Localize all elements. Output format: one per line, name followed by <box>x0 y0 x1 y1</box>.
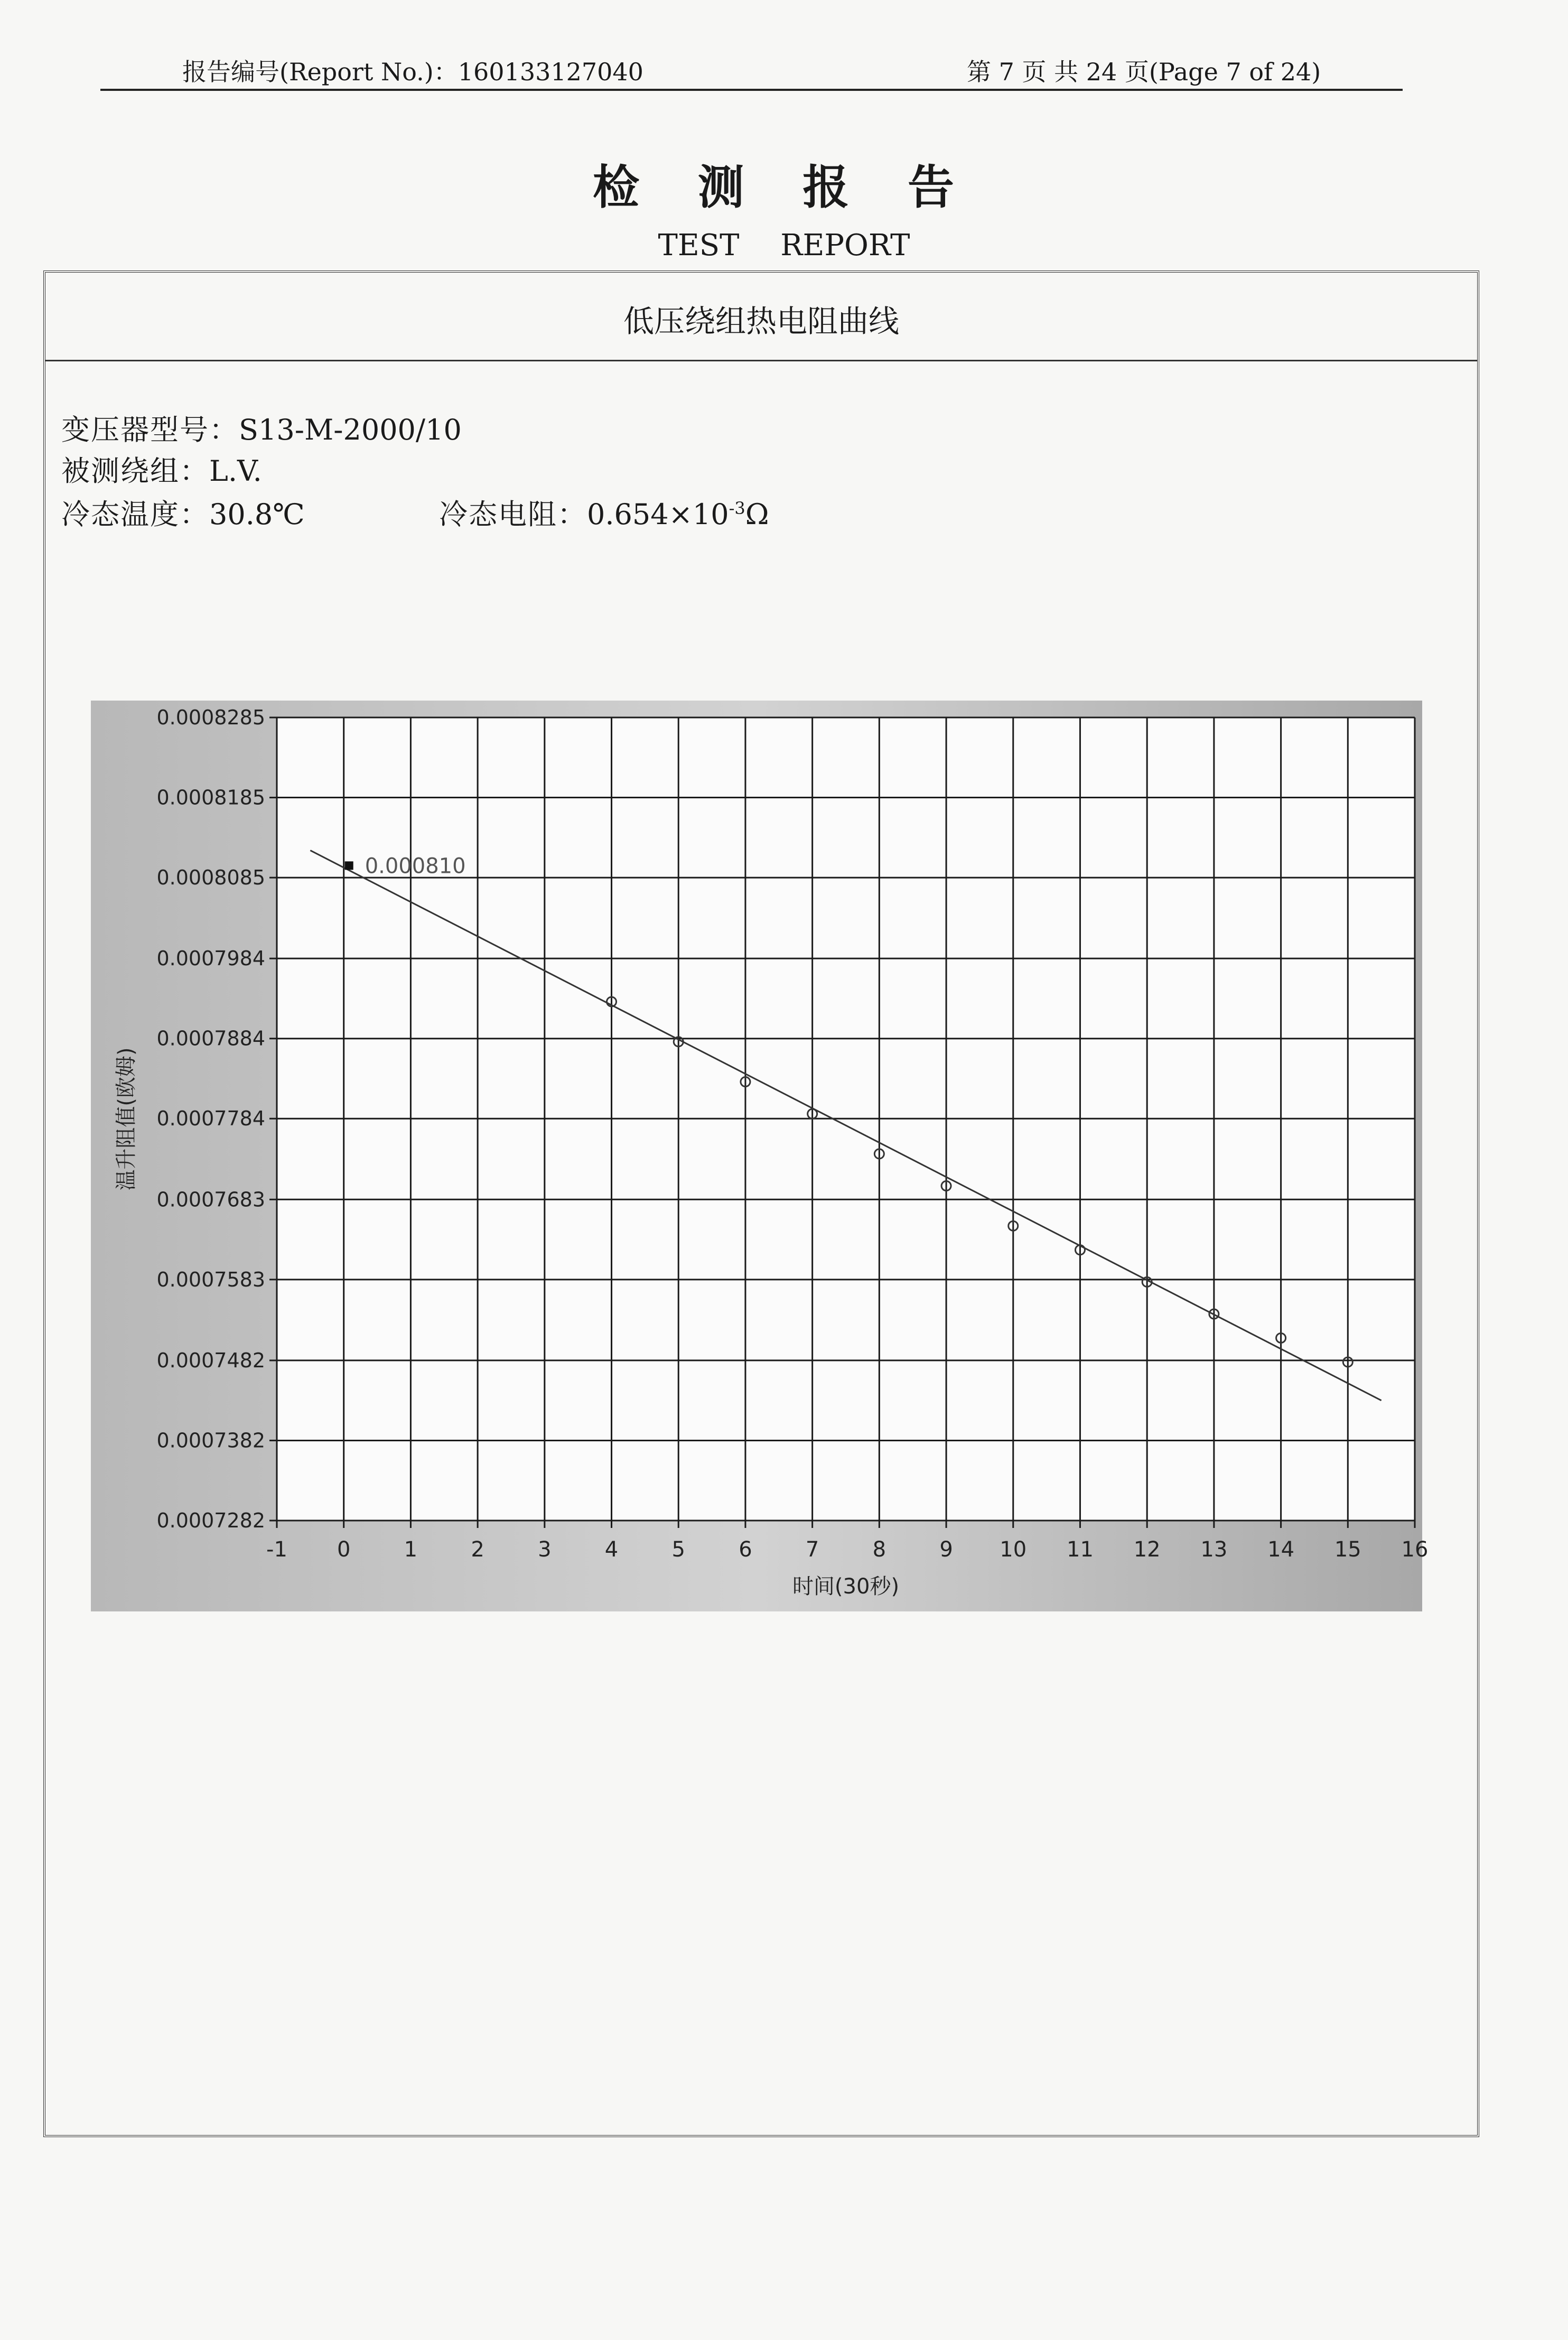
y-axis-label: 温升阻值(欧姆) <box>114 1047 138 1191</box>
page-info: 第 7 页 共 24 页(Page 7 of 24) <box>967 58 1321 86</box>
x-tick-label: 12 <box>1133 1537 1161 1562</box>
report-number <box>182 53 643 88</box>
y-tick-label: 0.0008185 <box>156 786 265 809</box>
section-title: 低压绕组热电阻曲线 <box>623 303 899 339</box>
y-tick-label: 0.0007784 <box>156 1107 265 1131</box>
x-axis-label: 时间(30秒) <box>792 1574 900 1599</box>
annotation-marker <box>345 861 353 870</box>
x-tick-label: 15 <box>1334 1537 1361 1562</box>
y-tick-label: 0.0007482 <box>156 1348 265 1372</box>
x-tick-label: 4 <box>604 1537 619 1562</box>
tested-winding-row <box>61 449 262 489</box>
resistance-chart-svg <box>91 701 1429 1611</box>
transformer-model-label: 变压器型号： <box>61 413 239 446</box>
y-tick-label: 0.0007884 <box>156 1027 265 1050</box>
cold-resistance-row <box>439 492 769 533</box>
cold-temperature-value: 30.8℃ <box>209 498 305 531</box>
header-divider <box>100 89 1403 91</box>
cold-resistance-unit: Ω <box>745 498 769 531</box>
x-tick-label: 14 <box>1267 1537 1295 1562</box>
resistance-chart <box>91 701 1429 1611</box>
y-tick-label: 0.0007984 <box>156 947 265 971</box>
x-tick-label: 3 <box>538 1537 552 1562</box>
section-divider <box>45 360 1477 361</box>
y-tick-label: 0.0007683 <box>156 1188 265 1211</box>
x-tick-label: 0 <box>337 1537 351 1562</box>
cold-resistance-label: 冷态电阻： <box>439 498 587 531</box>
x-tick-label: 9 <box>939 1537 953 1562</box>
report-number-value: 160133127040 <box>458 58 643 86</box>
x-tick-label: 2 <box>471 1537 484 1562</box>
cold-temperature-label: 冷态温度： <box>61 498 209 531</box>
y-tick-label: 0.0008085 <box>156 866 265 890</box>
transformer-model-row <box>61 407 462 448</box>
report-title-cn: 检 测 报 告 <box>593 160 975 215</box>
cold-temperature-row <box>61 492 305 533</box>
annotation-label: 0.000810 <box>365 854 466 879</box>
x-tick-label: 10 <box>1000 1537 1027 1562</box>
report-title-en: TEST REPORT <box>658 228 910 263</box>
x-tick-label: 13 <box>1200 1537 1228 1562</box>
transformer-model-value: S13-M-2000/10 <box>239 413 462 446</box>
tested-winding-value: L.V. <box>209 454 262 488</box>
x-tick-label: 16 <box>1401 1537 1429 1562</box>
x-tick-label: 1 <box>404 1537 418 1562</box>
y-tick-label: 0.0008285 <box>156 706 265 729</box>
x-tick-label: 8 <box>872 1537 886 1562</box>
report-number-label: 报告编号(Report No.)： <box>182 58 458 86</box>
y-tick-label: 0.0007282 <box>156 1509 265 1532</box>
x-tick-label: 5 <box>671 1537 685 1562</box>
cold-resistance-value: 0.654×10 <box>587 498 729 531</box>
tested-winding-label: 被测绕组： <box>61 454 209 488</box>
x-tick-label: 11 <box>1067 1537 1094 1562</box>
x-tick-label: 6 <box>739 1537 752 1562</box>
x-tick-label: 7 <box>805 1537 819 1562</box>
y-tick-label: 0.0007583 <box>156 1267 265 1291</box>
y-tick-label: 0.0007382 <box>156 1429 265 1452</box>
cold-resistance-exponent: -3 <box>729 498 745 518</box>
x-tick-label: -1 <box>266 1537 287 1562</box>
